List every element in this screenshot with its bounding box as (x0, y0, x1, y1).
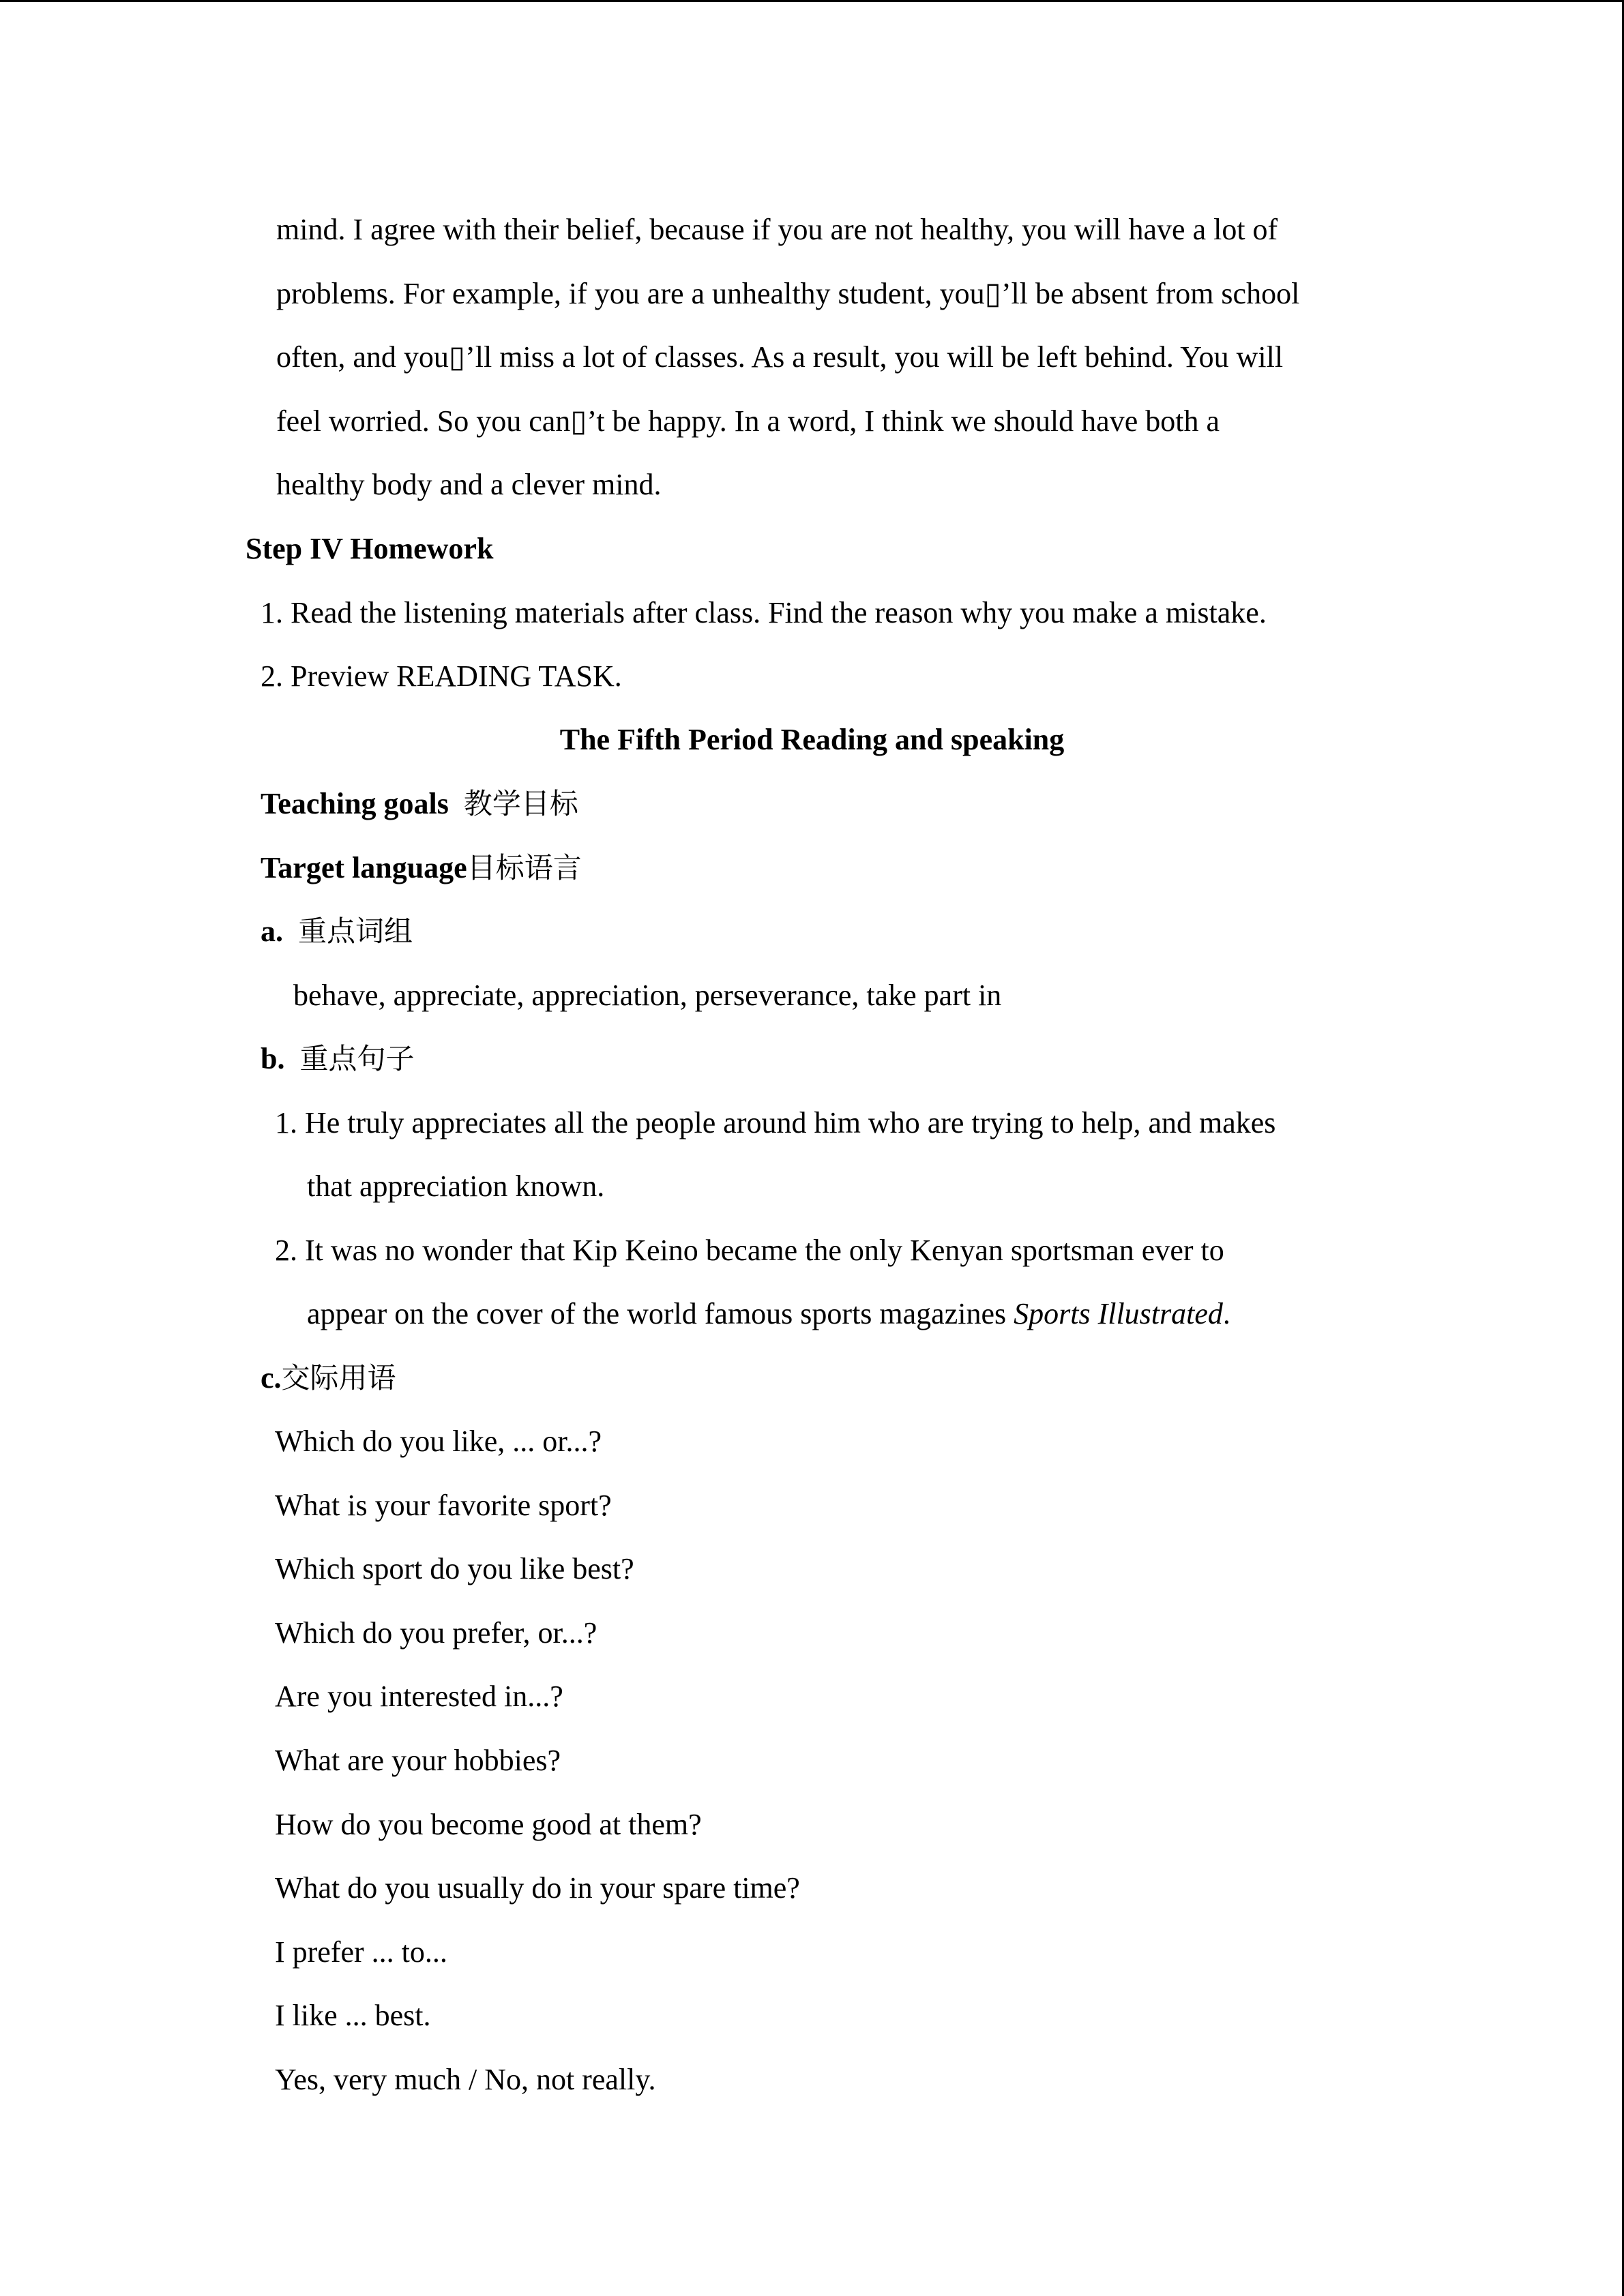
section-c-heading (261, 1358, 396, 1399)
section-a-heading (261, 911, 413, 952)
section-a-title: 重点词组 (298, 914, 413, 948)
target-language-cn: 目标语言 (467, 851, 582, 884)
paragraph-line-5: healthy body and a clever mind. (276, 468, 662, 501)
sentence-1-line-2: that appreciation known. (307, 1169, 605, 1203)
phrase-8: What do you usually do in your spare time? (275, 1871, 800, 1905)
teaching-goals-cn: 教学目标 (463, 787, 578, 820)
section-b-label: b. (261, 1042, 285, 1075)
teaching-goals-heading (261, 784, 578, 824)
target-language-heading (261, 848, 582, 889)
phrase-7: How do you become good at them? (275, 1808, 702, 1841)
paragraph-line-2: problems. For example, if you are a unhealthy student, you▯’ll be absent from school (276, 277, 1300, 310)
phrase-3: Which sport do you like best? (275, 1552, 634, 1585)
homework-item-1: 1. Read the listening materials after class. Find the reason why you make a mistake. (261, 596, 1267, 629)
sentence-1-line-1: 1. He truly appreciates all the people around him who are trying to help, and makes (275, 1106, 1276, 1139)
sentence-2-line-1: 2. It was no wonder that Kip Keino became the only Kenyan sportsman ever to (275, 1234, 1224, 1267)
section-b-title: 重点句子 (299, 1042, 415, 1075)
phrase-6: What are your hobbies? (275, 1744, 561, 1777)
period-title: The Fifth Period Reading and speaking (559, 723, 1065, 756)
section-a-content: behave, appreciate, appreciation, perseverance, take part in (293, 979, 1002, 1012)
section-c-label: c. (261, 1361, 282, 1395)
phrase-2: What is your favorite sport? (275, 1489, 612, 1522)
sentence-2-line-2 (307, 1294, 1230, 1335)
phrase-11: Yes, very much / No, not really. (275, 2063, 656, 2096)
section-b-heading (261, 1039, 415, 1079)
phrase-4: Which do you prefer, or...? (275, 1616, 597, 1650)
homework-heading: Step IV Homework (246, 532, 494, 565)
paragraph-line-1: mind. I agree with their belief, because if you are not healthy, you will have a lot of (276, 213, 1278, 246)
phrase-10: I like ... best. (275, 1999, 431, 2032)
section-c-title: 交际用语 (281, 1361, 396, 1395)
page-top-border (0, 0, 1624, 2)
section-a-label: a. (261, 914, 283, 948)
paragraph-line-4: feel worried. So you can▯’t be happy. In a word, I think we should have both a (276, 404, 1220, 438)
paragraph-line-3: often, and you▯’ll miss a lot of classes. As a result, you will be left behind. You will (276, 340, 1284, 374)
sentence-2-period: . (1222, 1297, 1230, 1330)
phrase-5: Are you interested in...? (275, 1680, 563, 1713)
target-language-en: Target language (261, 851, 467, 884)
homework-item-2: 2. Preview READING TASK. (261, 659, 622, 693)
phrase-9: I prefer ... to... (275, 1935, 447, 1969)
teaching-goals-en: Teaching goals (261, 787, 449, 820)
magazine-title: Sports Illustrated (1014, 1297, 1223, 1330)
sentence-2-text: appear on the cover of the world famous sports magazines (307, 1297, 1014, 1330)
phrase-1: Which do you like, ... or...? (275, 1425, 602, 1458)
